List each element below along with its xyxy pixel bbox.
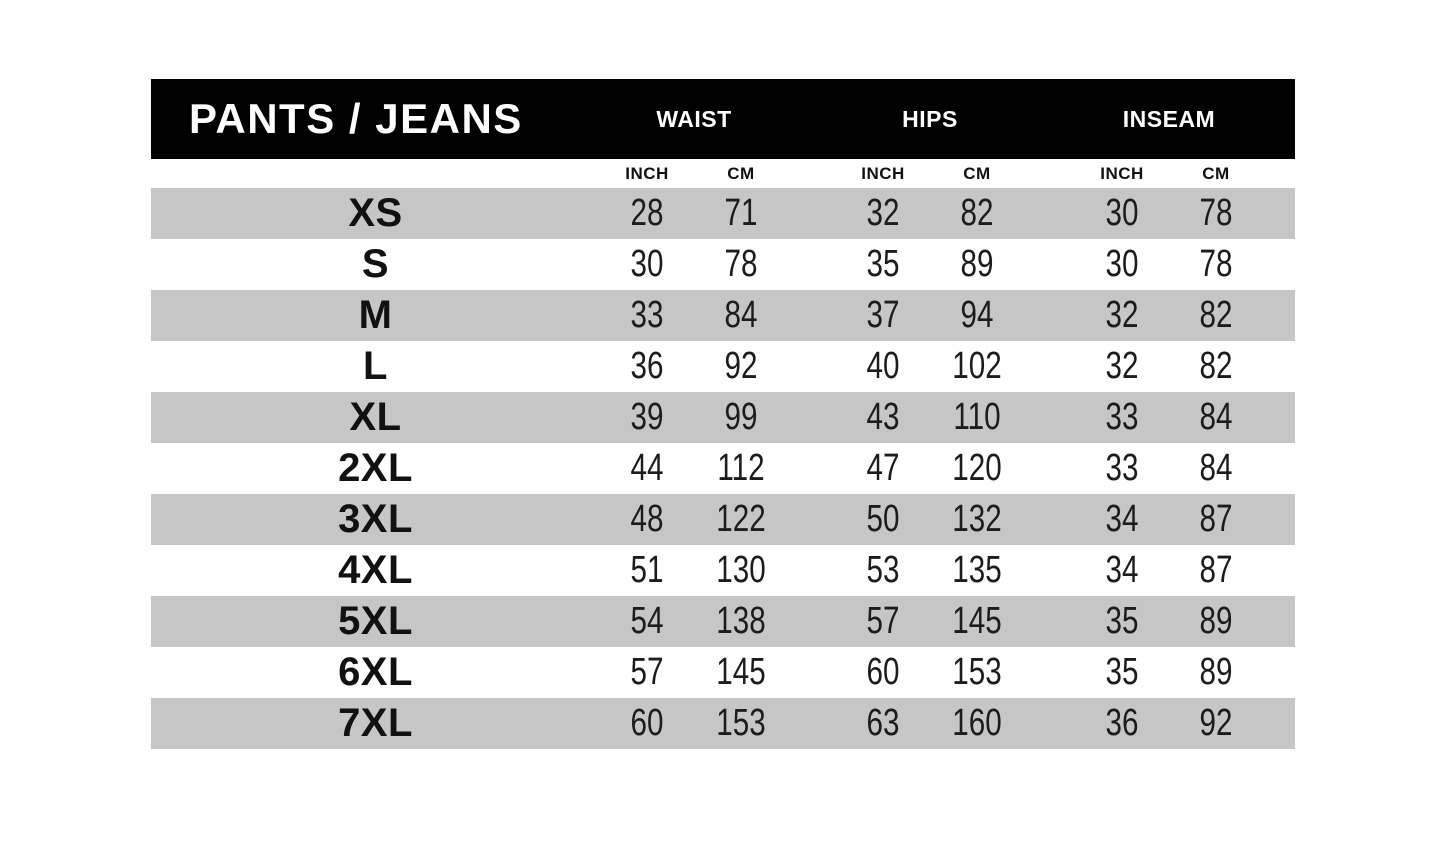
- unit-label-hips-cm: CM: [963, 163, 991, 183]
- size-chart: [151, 79, 1295, 749]
- hips-inch-cell: 53: [866, 549, 900, 591]
- inseam-cm-cell: 84: [1199, 396, 1233, 438]
- waist-cm-cell: 78: [724, 243, 758, 285]
- waist-inch-cell: 36: [630, 345, 664, 387]
- inseam-cm-cell: 89: [1199, 651, 1233, 693]
- waist-inch-cell: 54: [630, 600, 664, 642]
- waist-cm-cell: 122: [716, 498, 766, 540]
- waist-cm-cell: 130: [716, 549, 766, 591]
- inseam-inch-cell: 32: [1105, 345, 1139, 387]
- hips-cm-cell: 89: [960, 243, 994, 285]
- hips-cm-cell: 94: [960, 294, 994, 336]
- inseam-cm-cell: 78: [1199, 243, 1233, 285]
- hips-inch-cell: 37: [866, 294, 900, 336]
- table-row: [151, 239, 1295, 290]
- column-group-hips: HIPS: [902, 105, 958, 132]
- size-cell: S: [361, 242, 390, 286]
- hips-cm-cell: 160: [952, 702, 1002, 744]
- inseam-inch-cell: 32: [1105, 294, 1139, 336]
- table-row: [151, 290, 1295, 341]
- waist-inch-cell: 28: [630, 192, 664, 234]
- waist-inch-cell: 44: [630, 447, 664, 489]
- inseam-cm-cell: 84: [1199, 447, 1233, 489]
- size-cell: 2XL: [338, 446, 413, 490]
- waist-cm-cell: 92: [724, 345, 758, 387]
- inseam-cm-cell: 87: [1199, 498, 1233, 540]
- waist-cm-cell: 99: [724, 396, 758, 438]
- hips-inch-cell: 63: [866, 702, 900, 744]
- chart-title: PANTS / JEANS: [189, 95, 523, 142]
- table-row: [151, 443, 1295, 494]
- inseam-inch-cell: 33: [1105, 396, 1139, 438]
- unit-label-hips-inch: INCH: [861, 163, 905, 183]
- waist-inch-cell: 60: [630, 702, 664, 744]
- unit-label-inseam-inch: INCH: [1100, 163, 1144, 183]
- hips-cm-cell: 135: [952, 549, 1002, 591]
- unit-label-waist-cm: CM: [727, 163, 755, 183]
- inseam-cm-cell: 82: [1199, 294, 1233, 336]
- waist-inch-cell: 39: [630, 396, 664, 438]
- chart-header: [151, 79, 1295, 159]
- table-row: [151, 341, 1295, 392]
- inseam-cm-cell: 87: [1199, 549, 1233, 591]
- table-row: [151, 545, 1295, 596]
- waist-cm-cell: 71: [724, 192, 758, 234]
- waist-cm-cell: 84: [724, 294, 758, 336]
- size-cell: 5XL: [338, 599, 413, 643]
- inseam-inch-cell: 30: [1105, 243, 1139, 285]
- unit-label-inseam-cm: CM: [1202, 163, 1230, 183]
- inseam-inch-cell: 33: [1105, 447, 1139, 489]
- hips-cm-cell: 110: [953, 396, 1001, 438]
- inseam-cm-cell: 89: [1199, 600, 1233, 642]
- hips-cm-cell: 153: [952, 651, 1002, 693]
- hips-cm-cell: 145: [952, 600, 1002, 642]
- inseam-inch-cell: 34: [1105, 549, 1139, 591]
- size-cell: M: [358, 293, 393, 337]
- inseam-cm-cell: 92: [1199, 702, 1233, 744]
- inseam-inch-cell: 35: [1105, 600, 1139, 642]
- table-row: [151, 188, 1295, 239]
- size-cell: XL: [349, 395, 402, 439]
- hips-inch-cell: 50: [866, 498, 900, 540]
- hips-inch-cell: 47: [866, 447, 900, 489]
- hips-inch-cell: 35: [866, 243, 900, 285]
- hips-inch-cell: 60: [866, 651, 900, 693]
- size-cell: XS: [348, 191, 403, 235]
- inseam-inch-cell: 35: [1105, 651, 1139, 693]
- size-cell: 3XL: [338, 497, 413, 541]
- unit-row: [151, 159, 1295, 188]
- size-cell: L: [363, 344, 388, 388]
- hips-cm-cell: 102: [952, 345, 1002, 387]
- hips-cm-cell: 82: [960, 192, 994, 234]
- inseam-cm-cell: 82: [1199, 345, 1233, 387]
- waist-inch-cell: 51: [630, 549, 664, 591]
- inseam-inch-cell: 30: [1105, 192, 1139, 234]
- hips-inch-cell: 32: [866, 192, 900, 234]
- waist-inch-cell: 48: [630, 498, 664, 540]
- inseam-cm-cell: 78: [1199, 192, 1233, 234]
- size-cell: 7XL: [338, 701, 413, 745]
- waist-inch-cell: 57: [630, 651, 664, 693]
- size-cell: 6XL: [338, 650, 413, 694]
- waist-cm-cell: 138: [716, 600, 766, 642]
- waist-cm-cell: 145: [716, 651, 766, 693]
- waist-inch-cell: 30: [630, 243, 664, 285]
- inseam-inch-cell: 34: [1105, 498, 1139, 540]
- inseam-inch-cell: 36: [1105, 702, 1139, 744]
- column-group-inseam: INSEAM: [1122, 105, 1216, 132]
- table-row: [151, 392, 1295, 443]
- hips-cm-cell: 120: [952, 447, 1002, 489]
- waist-cm-cell: 153: [716, 702, 766, 744]
- column-group-waist: WAIST: [656, 105, 732, 132]
- waist-inch-cell: 33: [630, 294, 664, 336]
- hips-inch-cell: 40: [866, 345, 900, 387]
- table-row: [151, 647, 1295, 698]
- unit-label-waist-inch: INCH: [625, 163, 669, 183]
- table-row: [151, 698, 1295, 749]
- table-row: [151, 494, 1295, 545]
- hips-cm-cell: 132: [952, 498, 1002, 540]
- size-cell: 4XL: [338, 548, 413, 592]
- hips-inch-cell: 43: [866, 396, 900, 438]
- table-row: [151, 596, 1295, 647]
- hips-inch-cell: 57: [866, 600, 900, 642]
- waist-cm-cell: 112: [717, 447, 765, 489]
